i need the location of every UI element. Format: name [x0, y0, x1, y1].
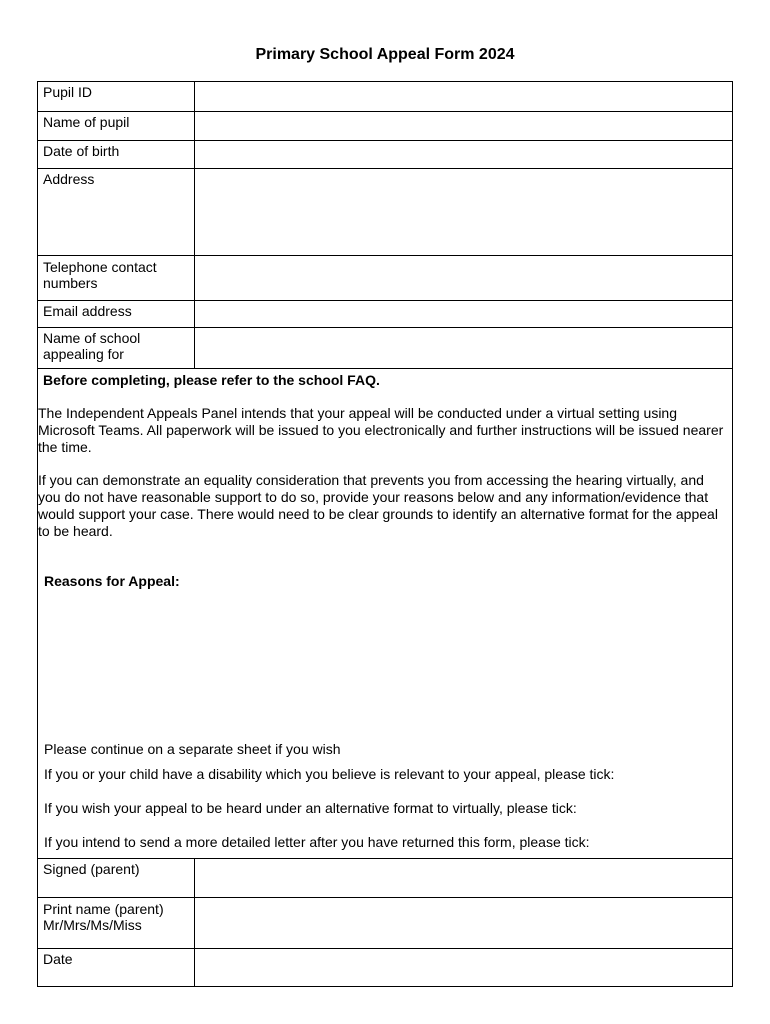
pupil-id-label: Pupil ID — [38, 82, 195, 111]
row-signed — [38, 858, 732, 898]
email-label: Email address — [38, 301, 195, 327]
row-telephone — [38, 256, 732, 301]
address-field[interactable] — [195, 169, 732, 255]
form-title: Primary School Appeal Form 2024 — [255, 46, 515, 63]
email-field[interactable] — [195, 301, 732, 327]
date-of-birth-label: Date of birth — [38, 141, 195, 168]
print-name-label: Print name (parent) Mr/Mrs/Ms/Miss — [38, 898, 195, 948]
telephone-field[interactable] — [195, 256, 732, 300]
continue-note: Please continue on a separate sheet if you wish — [44, 741, 341, 757]
faq-note: Before completing, please refer to the school FAQ. — [43, 372, 380, 388]
row-address — [38, 169, 732, 256]
row-name-of-pupil — [38, 112, 732, 141]
paragraph-virtual-setting: The Independent Appeals Panel intends that your appeal will be conducted under a virtual setting using Microsoft Teams. All paperwork will be issued to you electronically and further instructions will be issued nearer the time. — [38, 405, 724, 455]
date-label: Date — [38, 949, 195, 986]
row-print-name — [38, 898, 732, 949]
telephone-label: Telephone contact numbers — [38, 256, 195, 300]
school-label: Name of school appealing for — [38, 328, 195, 368]
date-of-birth-field[interactable] — [195, 141, 732, 168]
date-field[interactable] — [195, 949, 732, 986]
signed-field[interactable] — [195, 859, 732, 897]
reasons-heading: Reasons for Appeal: — [44, 573, 180, 589]
address-label: Address — [38, 169, 195, 255]
tick-alternative-format[interactable]: If you wish your appeal to be heard under an alternative format to virtually, please tick: — [44, 800, 577, 816]
name-of-pupil-label: Name of pupil — [38, 112, 195, 140]
pupil-id-field[interactable] — [195, 82, 732, 111]
row-email — [38, 301, 732, 328]
row-pupil-id — [38, 82, 732, 112]
tick-detailed-letter[interactable]: If you intend to send a more detailed letter after you have returned this form, please tick: — [44, 834, 590, 850]
row-date-of-birth — [38, 141, 732, 169]
row-school — [38, 328, 732, 369]
print-name-field[interactable] — [195, 898, 732, 948]
signed-label: Signed (parent) — [38, 859, 195, 897]
reasons-input-area[interactable] — [43, 594, 727, 734]
paragraph-equality: If you can demonstrate an equality consideration that prevents you from accessing the hearing virtually, and you do not have reasonable support to do so, provide your reasons below and any information/evidence that would support your case. There would need to be clear grounds to identify an alternative format for the appeal to be heard. — [38, 472, 718, 539]
row-date — [38, 949, 732, 986]
appeal-form — [37, 81, 733, 987]
school-field[interactable] — [195, 328, 732, 368]
tick-disability[interactable]: If you or your child have a disability which you believe is relevant to your appeal, please tick: — [44, 766, 615, 782]
name-of-pupil-field[interactable] — [195, 112, 732, 140]
